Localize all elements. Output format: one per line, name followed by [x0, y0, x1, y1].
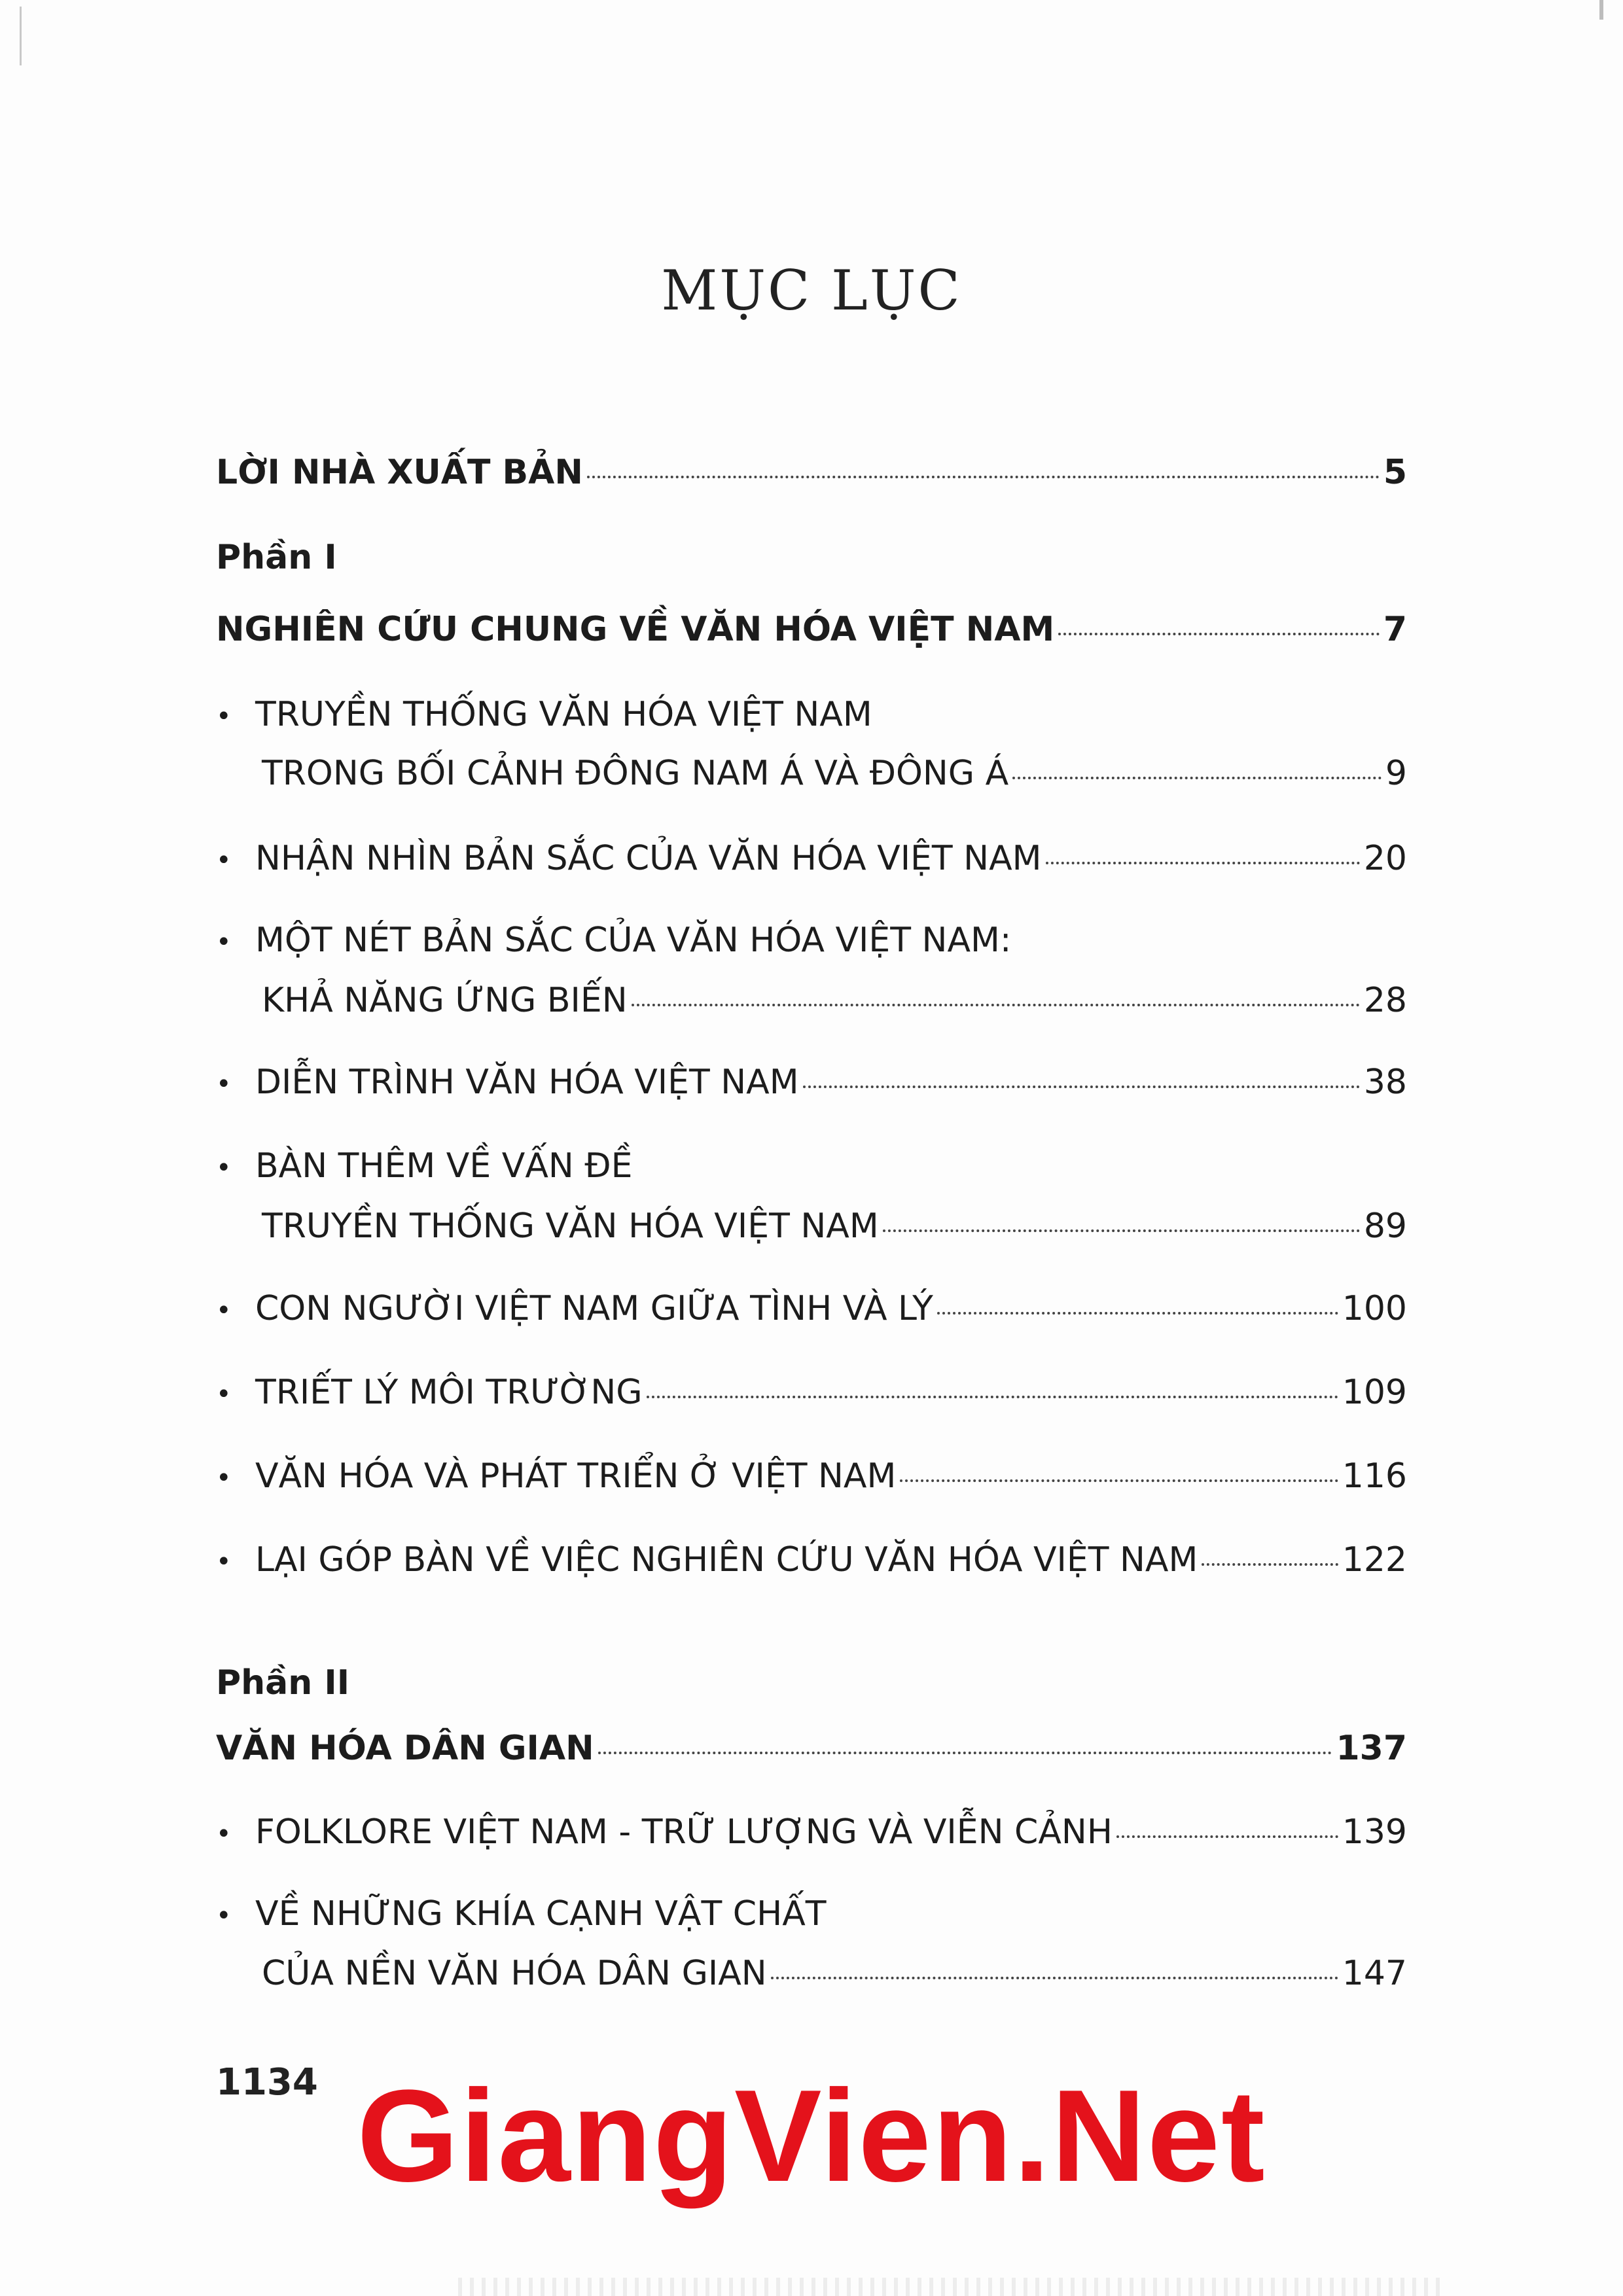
toc-page-number: 89 [1363, 1207, 1407, 1246]
toc-entry-text: LỜI NHÀ XUẤT BẢN [216, 453, 583, 492]
dot-leader [900, 1479, 1338, 1482]
dot-leader [647, 1396, 1338, 1398]
toc-item-10[interactable] [216, 1811, 1407, 1855]
dot-leader [803, 1086, 1360, 1088]
toc-item-text: KHẢ NĂNG ỨNG BIẾN [262, 981, 628, 1020]
toc-item-11-line1[interactable] [216, 1893, 827, 1937]
dot-leader [771, 1977, 1338, 1979]
toc-item-3-line1[interactable] [216, 919, 1011, 963]
dot-leader [632, 1004, 1360, 1006]
toc-item-5-line2[interactable] [262, 1205, 1407, 1247]
toc-item-5-line1[interactable] [216, 1145, 632, 1189]
toc-item-text: • NHẬN NHÌN BẢN SẮC CỦA VĂN HÓA VIỆT NAM [216, 838, 1042, 881]
page-title: MỤC LỤC [661, 258, 962, 323]
toc-item-11-line2[interactable] [262, 1952, 1407, 1994]
toc-item-4[interactable] [216, 1061, 1407, 1105]
part-2-label: Phần II [216, 1663, 350, 1703]
toc-item-text: BÀN THÊM VỀ VẤN ĐỀ [255, 1146, 633, 1186]
toc-item-text: • TRIẾT LÝ MÔI TRƯỜNG [216, 1371, 643, 1415]
page-number: 1134 [216, 2061, 318, 2104]
toc-item-6[interactable] [216, 1288, 1407, 1332]
scan-edge-right [1599, 0, 1603, 20]
dot-leader [1058, 633, 1380, 635]
dot-leader [1012, 777, 1382, 779]
dot-leader [1046, 862, 1360, 864]
dot-leader [883, 1229, 1360, 1232]
toc-page-number: 116 [1342, 1457, 1407, 1496]
dot-leader [587, 476, 1380, 478]
toc-item-1-line2[interactable] [262, 752, 1407, 794]
toc-item-text: • CON NGƯỜI VIỆT NAM GIỮA TÌNH VÀ LÝ [216, 1288, 933, 1332]
toc-page-number: 38 [1363, 1063, 1407, 1102]
bullet-icon: • [216, 1296, 232, 1326]
toc-item-8[interactable] [216, 1455, 1407, 1499]
bullet-icon: • [216, 701, 232, 732]
dot-leader [598, 1752, 1332, 1754]
bullet-icon: • [216, 1069, 232, 1099]
bullet-icon: • [216, 1379, 232, 1409]
toc-page-number: 20 [1363, 839, 1407, 878]
toc-item-text: • FOLKLORE VIỆT NAM - TRỮ LƯỢNG VÀ VIỄN CẢNH [216, 1811, 1113, 1855]
toc-page-number: 9 [1385, 754, 1407, 793]
toc-item-3-line2[interactable] [262, 980, 1407, 1021]
toc-entry-part-1[interactable] [216, 609, 1407, 650]
toc-page-number: 109 [1342, 1373, 1407, 1412]
dot-leader [1116, 1835, 1338, 1838]
bullet-icon: • [216, 1901, 232, 1931]
toc-item-1-line1[interactable] [216, 694, 872, 737]
toc-entry-text: VĂN HÓA DÂN GIAN [216, 1729, 594, 1768]
toc-page-number: 122 [1342, 1540, 1407, 1580]
bullet-icon: • [216, 927, 232, 957]
toc-page-number: 139 [1342, 1812, 1407, 1852]
toc-page-number: 137 [1336, 1729, 1407, 1768]
toc-item-text: TRUYỀN THỐNG VĂN HÓA VIỆT NAM [255, 695, 872, 734]
bullet-icon: • [216, 1463, 232, 1493]
toc-page-number: 5 [1383, 453, 1407, 492]
toc-entry-text: NGHIÊN CỨU CHUNG VỀ VĂN HÓA VIỆT NAM [216, 610, 1055, 649]
toc-item-text: VỀ NHỮNG KHÍA CẠNH VẬT CHẤT [255, 1894, 827, 1934]
toc-item-text: • LẠI GÓP BÀN VỀ VIỆC NGHIÊN CỨU VĂN HÓA VIỆT NAM [216, 1539, 1198, 1583]
toc-item-text: TRUYỀN THỐNG VĂN HÓA VIỆT NAM [262, 1207, 879, 1246]
toc-item-text: MỘT NÉT BẢN SẮC CỦA VĂN HÓA VIỆT NAM: [255, 921, 1012, 960]
dot-leader [937, 1312, 1338, 1315]
dot-leader [1202, 1563, 1338, 1566]
toc-item-2[interactable] [216, 838, 1407, 881]
toc-item-text: TRONG BỐI CẢNH ĐÔNG NAM Á VÀ ĐÔNG Á [262, 754, 1009, 793]
toc-entry-preface[interactable] [216, 451, 1407, 493]
toc-item-text: CỦA NỀN VĂN HÓA DÂN GIAN [262, 1954, 767, 1993]
scan-edge-bottom [458, 2278, 1440, 2296]
bullet-icon: • [216, 1547, 232, 1577]
toc-item-7[interactable] [216, 1371, 1407, 1415]
part-1-label: Phần I [216, 538, 337, 577]
bullet-icon: • [216, 1153, 232, 1183]
scan-edge-left [20, 7, 22, 65]
toc-page-number: 7 [1383, 610, 1407, 649]
bullet-icon: • [216, 845, 232, 875]
toc-page-number: 28 [1363, 981, 1407, 1020]
toc-item-9[interactable] [216, 1539, 1407, 1583]
toc-item-text: • VĂN HÓA VÀ PHÁT TRIỂN Ở VIỆT NAM [216, 1455, 896, 1499]
toc-entry-part-2[interactable] [216, 1727, 1407, 1769]
toc-page-number: 100 [1342, 1289, 1407, 1328]
watermark-logo: GiangVien.Net [357, 2063, 1266, 2209]
toc-page-number: 147 [1342, 1954, 1407, 1993]
bullet-icon: • [216, 1819, 232, 1849]
toc-item-text: • DIỄN TRÌNH VĂN HÓA VIỆT NAM [216, 1061, 799, 1105]
